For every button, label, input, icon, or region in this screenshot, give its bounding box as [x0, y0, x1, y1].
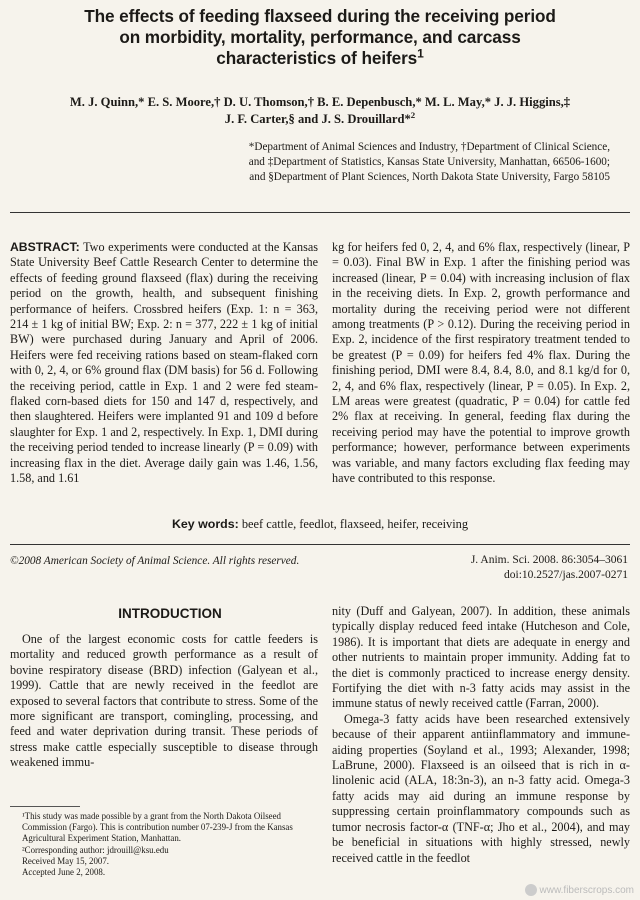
footnote-accepted: Accepted June 2, 2008. [22, 867, 106, 878]
footnotes [22, 811, 322, 878]
title-line-2: on morbidity, mortality, performance, and carcass [119, 27, 521, 47]
keywords-text: beef cattle, feedlot, flaxseed, heifer, receiving [241, 517, 469, 531]
intro-left-column [10, 632, 318, 771]
introduction-heading: INTRODUCTION [118, 606, 222, 621]
abstract-right-column [332, 240, 630, 487]
footnote-funding: ¹This study was made possible by a grant from the North Dakota Oilseed Commission (Fargo). This is contribution number 07-239-J from the Kansas Agricultural Experiment Station, Manhattan. [22, 811, 293, 844]
title-line-3: characteristics of heifers [216, 48, 418, 68]
affiliation-line-3: and §Department of Plant Sciences, North Dakota State University, Fargo 58105 [249, 171, 610, 183]
keywords [0, 517, 640, 532]
watermark-logo-icon [525, 884, 537, 896]
footnote-received: Received May 15, 2007. [22, 855, 110, 866]
keywords-label: Key words: [171, 517, 239, 531]
footnote-rule [10, 806, 80, 807]
abstract-left-column [10, 240, 318, 487]
abstract-text-left: Two experiments were conducted at the Kansas State University Beef Cattle Research Center to determine the effects of feeding ground flaxseed (flax) during the receiving period on the growth, health, and subsequent finishing performance of heifers. Crossbred heifers (Exp. 1: n = 363, 214 ± 1 kg of initial BW; Exp. 2: n = 377, 222 ± 1 kg of initial BW) were purchased during January and April of 2006. Heifers were fed receiving rations based on steam-flaked corn with 0, 2, 4, or 6% ground flax (DM basis) for 56 d. Following the receiving period, cattle in Exp. 1 and 2 were fed steam-flaked corn-based diets for 150 and 147 d, respectively, and then slaughtered. Heifers were implanted 91 and 109 d before slaughter for Exp. 1 and 2, respectively. In Exp. 1, DMI during the receiving period tended to increase linearly (P = 0.09) with increasing flax in the diet. Average daily gain was 1.46, 1.56, 1.58, and 1.61 [10, 240, 319, 486]
watermark [525, 884, 634, 896]
abstract-label: ABSTRACT: [10, 240, 80, 254]
authors-line-1: M. J. Quinn,* E. S. Moore,† D. U. Thomson,† B. E. Depenbusch,* M. L. May,* J. J. Higgins,‡ [69, 95, 571, 109]
authors-line-2: J. F. Carter,§ and J. S. Drouillard* [224, 112, 411, 126]
author-list [30, 94, 610, 128]
header-rule [10, 212, 630, 213]
affiliations [70, 140, 610, 185]
copyright-notice: ©2008 American Society of Animal Science. All rights reserved. [10, 555, 300, 567]
abstract-text-right: kg for heifers fed 0, 2, 4, and 6% flax, respectively (linear, P = 0.03). Final BW in Exp. 1 after the finishing period was increased (linear, P = 0.04) with increasing inclusion of flax in the receiving diets. In Exp. 2, growth performance and mortality during the receiving period were not different among treatments (P > 0.12). During the receiving period in Exp. 2, incidence of the first respiratory treatment tended to be greatest (P = 0.09) for heifers fed 4% flax. During the finishing period, DMI were 8.4, 8.4, 8.0, and 8.1 kg/d for 0, 2, 4, and 6% flax, respectively (linear, P = 0.05). In Exp. 2, LM areas were greatest (quadratic, P = 0.04) for cattle fed 2% flax at receiving. In general, feeding flax during the receiving period may have the potential to improve growth performance; however, performance between experiments was variable, and many factors excluding flax feeding may have contributed to this response. [332, 240, 630, 486]
watermark-text: www.fiberscrops.com [539, 884, 634, 896]
title-line-1: The effects of feeding flaxseed during the receiving period [84, 6, 556, 26]
intro-paragraph-1: One of the largest economic costs for cattle feeders is mortality and reduced growth performance as a result of bovine respiratory disease (BRD) infection (Galyean et al., 1999). Cattle that are newly received in the feedlot are exposed to several factors that contribute to stress. Some of the more significant are transport, comingling, processing, and feed and water deprivation during transit. These periods of stress make cattle especially susceptible to disease through weakened immu- [10, 632, 318, 770]
intro-paragraph-2: nity (Duff and Galyean, 2007). In addition, these animals typically display reduced feed intake (Hutcheson and Cole, 1986). It is important that diets are adequate in energy and other nutrients to maintain proper immunity. Adding fat to the diet is commonly practiced to increase energy density. Fortifying the diet with n-3 fatty acids may assist in the immune status of newly received cattle (Farran, 2000). [332, 604, 630, 711]
affiliation-line-2: and ‡Department of Statistics, Kansas State University, Manhattan, 66506-1600; [248, 156, 610, 168]
citation: J. Anim. Sci. 2008. 86:3054–3061 [470, 554, 628, 566]
corresponding-mark: 2 [410, 109, 416, 120]
journal-citation [360, 553, 628, 583]
paper-title [20, 6, 620, 69]
doi: doi:10.2527/jas.2007-0271 [504, 569, 628, 581]
authors-line-2-wrap [30, 111, 610, 128]
intro-paragraph-3: Omega-3 fatty acids have been researched extensively because of their apparent antiinflammatory and immune-aiding properties (Soyland et al., 1993; Alexander, 1998; LaBrune, 2000). Flaxseed is an oilseed that is rich in α-linolenic acid (ALA, 18:3n-3), an n-3 fatty acid. Omega-3 fatty acids may aid during an immune response by suppressing certain proinflammatory compounds such as tumor necrosis factor-α (TNF-α; Jho et al., 2004), and may be beneficial in situations with highly stressed, newly received cattle in the feedlot [332, 711, 630, 865]
title-line-3-wrap [20, 48, 620, 69]
title-footnote-mark: 1 [417, 46, 424, 61]
intro-right-column [332, 604, 630, 866]
footnote-corresponding: ²Corresponding author: jdrouill@ksu.edu [22, 844, 169, 855]
affiliation-line-1: *Department of Animal Sciences and Industry, †Department of Clinical Science, [248, 141, 610, 153]
keywords-rule [10, 544, 630, 545]
